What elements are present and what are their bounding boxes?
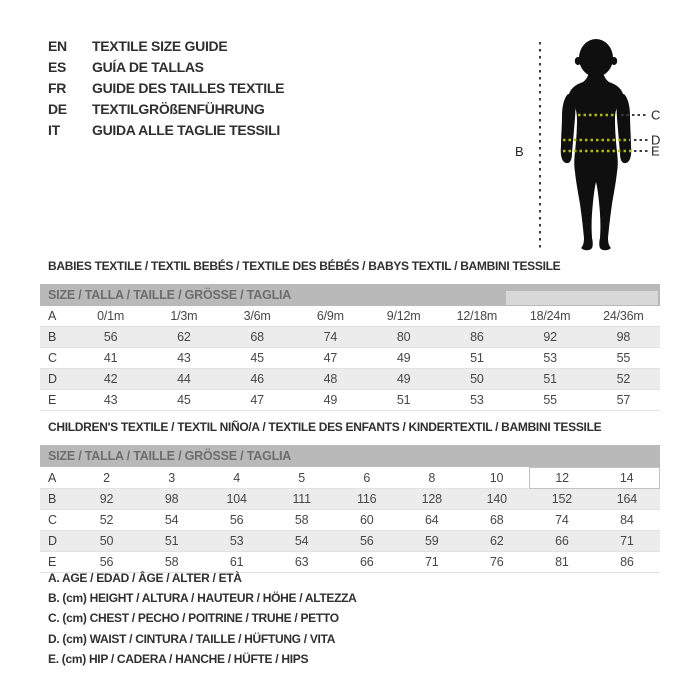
children-table-title: CHILDREN'S TEXTILE / TEXTIL NIÑO/A / TEXTILE DES ENFANTS / KINDERTEXTIL / BAMBINI TESSILE <box>48 420 602 434</box>
row-label-cell: C <box>48 513 57 527</box>
children-size-table <box>40 467 660 573</box>
table-row <box>40 306 660 327</box>
value-cell: 47 <box>250 393 264 407</box>
language-code: FR <box>48 80 67 96</box>
table-row <box>40 531 660 552</box>
babies-header-highlight <box>506 291 658 305</box>
value-cell: 68 <box>221 327 294 348</box>
value-cell: 48 <box>294 369 367 390</box>
value-cell: 58 <box>294 513 309 527</box>
value-cell: 49 <box>396 351 411 365</box>
value-cell: 43 <box>177 351 191 365</box>
value-cell: 58 <box>164 555 179 569</box>
table-row <box>40 510 660 531</box>
babies-size-header-label: SIZE / TALLA / TAILLE / GRÖSSE / TAGLIA <box>48 288 292 302</box>
measurement-legend <box>48 568 568 669</box>
value-cell: 46 <box>221 369 294 390</box>
value-cell: 60 <box>359 513 374 527</box>
value-cell: 71 <box>594 531 659 552</box>
row-label-cell: D <box>40 531 74 552</box>
value-cell: 59 <box>399 531 464 552</box>
waist-label: D <box>651 132 661 148</box>
language-row <box>48 78 468 99</box>
language-row <box>48 57 468 78</box>
value-cell: 164 <box>594 489 659 510</box>
value-cell: 44 <box>147 369 220 390</box>
value-cell: 66 <box>359 555 374 569</box>
value-cell: 128 <box>399 489 464 510</box>
table-row <box>40 327 660 348</box>
language-code: IT <box>48 122 60 138</box>
language-code: EN <box>48 38 67 54</box>
value-cell: 51 <box>139 531 204 552</box>
value-cell: 52 <box>587 369 660 390</box>
value-cell: 42 <box>74 369 147 390</box>
value-cell: 152 <box>529 489 594 510</box>
value-cell: 68 <box>490 513 504 527</box>
language-code: DE <box>48 101 67 117</box>
size-cell-highlighted: 14 <box>594 468 659 489</box>
value-cell: 71 <box>425 555 439 569</box>
table-row <box>40 390 660 411</box>
babies-table-title: BABIES TEXTILE / TEXTIL BEBÉS / TEXTILE DES BÉBÉS / BABYS TEXTIL / BAMBINI TESSILE <box>48 259 561 273</box>
legend-item: B. (cm) HEIGHT / ALTURA / HAUTEUR / HÖHE / ALTEZZA <box>48 591 357 606</box>
size-cell: 0/1m <box>97 309 125 323</box>
size-cell: 1/3m <box>170 309 198 323</box>
value-cell: 62 <box>147 327 220 348</box>
legend-item: D. (cm) WAIST / CINTURA / TAILLE / HÜFTUNG / VITA <box>48 631 336 646</box>
value-cell: 84 <box>620 513 634 527</box>
language-row <box>48 36 468 57</box>
value-cell: 86 <box>620 555 634 569</box>
size-cell: 6/9m <box>316 309 344 323</box>
row-label-cell: E <box>48 555 57 569</box>
language-text: GUIDE DES TAILLES TEXTILE <box>92 80 285 96</box>
value-cell: 45 <box>250 351 264 365</box>
table-row <box>40 348 660 369</box>
value-cell: 51 <box>396 393 411 407</box>
value-cell: 53 <box>543 351 557 365</box>
value-cell: 50 <box>74 531 139 552</box>
size-cell: 18/24m <box>529 309 571 323</box>
value-cell: 47 <box>323 351 338 365</box>
value-cell: 92 <box>74 489 139 510</box>
value-cell: 81 <box>555 555 569 569</box>
value-cell: 56 <box>334 531 399 552</box>
value-cell: 76 <box>490 555 504 569</box>
value-cell: 61 <box>229 555 244 569</box>
value-cell: 98 <box>587 327 660 348</box>
language-text: GUÍA DE TALLAS <box>92 59 204 75</box>
row-label-cell: D <box>40 369 74 390</box>
value-cell: 62 <box>464 531 529 552</box>
value-cell: 86 <box>440 327 513 348</box>
size-cell: 3/6m <box>243 309 271 323</box>
row-label-cell: A <box>48 309 57 323</box>
value-cell: 63 <box>294 555 309 569</box>
value-cell: 111 <box>269 489 334 510</box>
value-cell: 50 <box>440 369 513 390</box>
row-label-cell: B <box>40 327 74 348</box>
value-cell: 92 <box>514 327 587 348</box>
language-text: TEXTILGRÖßENFÜHRUNG <box>92 101 265 117</box>
size-cell: 10 <box>489 470 504 485</box>
table-row <box>40 468 660 489</box>
size-cell: 5 <box>298 470 306 485</box>
children-size-header-bar <box>40 445 660 467</box>
size-cell-highlighted: 12 <box>529 468 594 489</box>
value-cell: 140 <box>464 489 529 510</box>
babies-size-header-bar <box>40 284 660 306</box>
language-row <box>48 120 468 141</box>
value-cell: 66 <box>529 531 594 552</box>
value-cell: 56 <box>99 555 114 569</box>
legend-item: A. AGE / EDAD / ÂGE / ALTER / ETÀ <box>48 571 242 585</box>
value-cell: 55 <box>543 393 557 407</box>
hip-label: E <box>651 143 660 159</box>
size-cell: 6 <box>363 470 371 485</box>
value-cell: 49 <box>323 393 338 407</box>
value-cell: 74 <box>294 327 367 348</box>
table-row <box>40 489 660 510</box>
value-cell: 116 <box>334 489 399 510</box>
value-cell: 41 <box>103 351 118 365</box>
language-row <box>48 99 468 120</box>
child-silhouette <box>561 39 632 250</box>
value-cell: 57 <box>616 393 631 407</box>
value-cell: 74 <box>555 513 569 527</box>
value-cell: 45 <box>177 393 191 407</box>
height-label: B <box>515 144 524 159</box>
language-list <box>48 36 468 141</box>
value-cell: 98 <box>139 489 204 510</box>
chest-label: C <box>651 107 661 123</box>
child-silhouette-svg <box>500 20 690 255</box>
language-code: ES <box>48 59 67 75</box>
row-label-cell: C <box>48 351 57 365</box>
value-cell: 53 <box>470 393 484 407</box>
children-section <box>40 417 660 573</box>
value-cell: 56 <box>74 327 147 348</box>
value-cell: 49 <box>367 369 440 390</box>
size-cell: 9/12m <box>386 309 421 323</box>
value-cell: 43 <box>103 393 118 407</box>
size-cell: 12/18m <box>456 309 498 323</box>
size-cell: 8 <box>428 470 436 485</box>
row-label-cell: B <box>40 489 74 510</box>
legend-item: C. (cm) CHEST / PECHO / POITRINE / TRUHE / PETTO <box>48 611 339 626</box>
value-cell: 54 <box>269 531 334 552</box>
children-size-header-label: SIZE / TALLA / TAILLE / GRÖSSE / TAGLIA <box>48 449 292 463</box>
value-cell: 54 <box>164 513 179 527</box>
table-row <box>40 369 660 390</box>
babies-section <box>40 256 660 411</box>
value-cell: 51 <box>514 369 587 390</box>
size-cell: 24/36m <box>603 309 644 323</box>
child-silhouette-figure <box>500 20 690 255</box>
language-text: GUIDA ALLE TAGLIE TESSILI <box>92 122 280 138</box>
row-label-cell: E <box>48 393 57 407</box>
value-cell: 52 <box>99 513 114 527</box>
value-cell: 64 <box>425 513 439 527</box>
value-cell: 53 <box>204 531 269 552</box>
size-cell: 4 <box>233 470 240 485</box>
value-cell: 55 <box>616 351 631 365</box>
babies-size-table <box>40 306 660 411</box>
value-cell: 80 <box>367 327 440 348</box>
value-cell: 51 <box>470 351 484 365</box>
size-cell: 2 <box>103 470 110 485</box>
legend-item: E. (cm) HIP / CADERA / HANCHE / HÜFTE / HIPS <box>48 651 309 666</box>
row-label-cell: A <box>48 470 57 485</box>
size-cell: 3 <box>168 470 175 485</box>
value-cell: 56 <box>229 513 244 527</box>
language-text: TEXTILE SIZE GUIDE <box>92 38 228 54</box>
value-cell: 104 <box>204 489 269 510</box>
